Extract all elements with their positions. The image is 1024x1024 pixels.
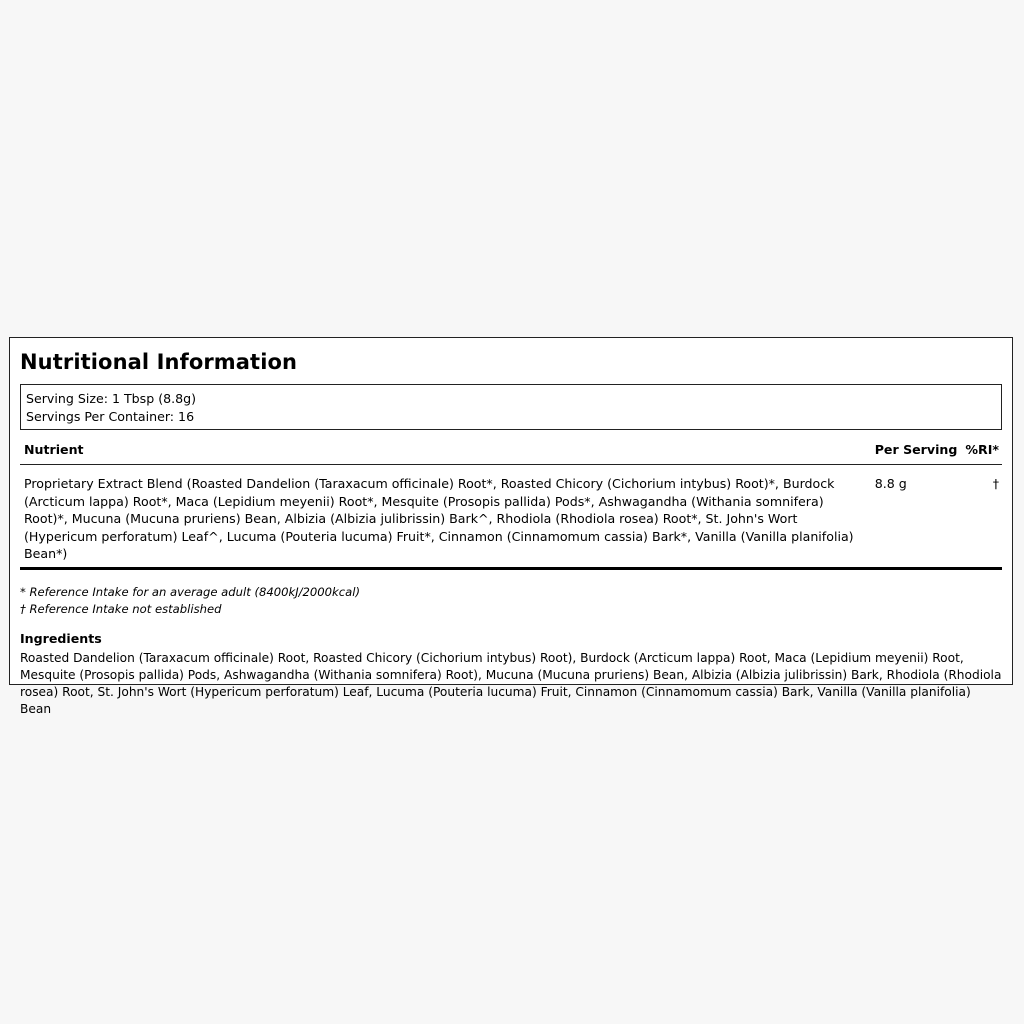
panel-title: Nutritional Information [20, 350, 298, 374]
nutrition-panel [9, 337, 1013, 716]
header-nutrient: Nutrient [20, 436, 871, 465]
table-header-row [20, 436, 1002, 465]
header-per-serving: Per Serving [871, 436, 962, 465]
servings-per-container: Servings Per Container: 16 [26, 408, 195, 424]
footnotes [20, 584, 1002, 618]
per-serving-cell: 8.8 g [871, 465, 962, 569]
ingredients-heading: Ingredients [20, 630, 102, 646]
header-ri: %RI* [961, 436, 1002, 465]
serving-info-box [20, 384, 1002, 430]
ri-cell: † [961, 465, 1002, 569]
footnote-not-established: † Reference Intake not established [20, 601, 222, 616]
nutrient-table [20, 436, 1002, 570]
nutrient-cell: Proprietary Extract Blend (Roasted Dandelion (Taraxacum officinale) Root*, Roasted Chicory (Cichorium intybus) Root)*, Burdock (Arcticum lappa) Root*, Maca (Lepidium meyenii) Root*, Mesquite (Prosopis pallida) Pods*, Ashwagandha (Withania somnifera) Root)*, Mucuna (Mucuna pruriens) Bean, Albizia (Albizia julibrissin) Bark^, Rhodiola (Rhodiola rosea) Root*, St. John's Wort (Hypericum perforatum) Leaf^, Lucuma (Pouteria lucuma) Fruit*, Cinnamon (Cinnamomum cassia) Bark*, Vanilla (Vanilla planifolia) Bean*) [20, 465, 871, 569]
footnote-reference-intake: * Reference Intake for an average adult (8400kJ/2000kcal) [20, 584, 360, 599]
table-row [20, 465, 1002, 569]
ingredients-text: Roasted Dandelion (Taraxacum officinale) Root, Roasted Chicory (Cichorium intybus) Root), Burdock (Arcticum lappa) Root, Maca (Lepidium meyenii) Root, Mesquite (Prosopis pallida) Pods, Ashwagandha (Withania somnifera) Root), Mucuna (Mucuna pruriens) Bean, Albizia (Albizia julibrissin) Bark, Rhodiola (Rhodiola rosea) Root, St. John's Wort (Hypericum perforatum) Leaf, Lucuma (Pouteria lucuma) Fruit, Cinnamon (Cinnamomum cassia) Bark, Vanilla (Vanilla planifolia) Bean [20, 650, 1002, 716]
serving-size: Serving Size: 1 Tbsp (8.8g) [26, 391, 197, 406]
